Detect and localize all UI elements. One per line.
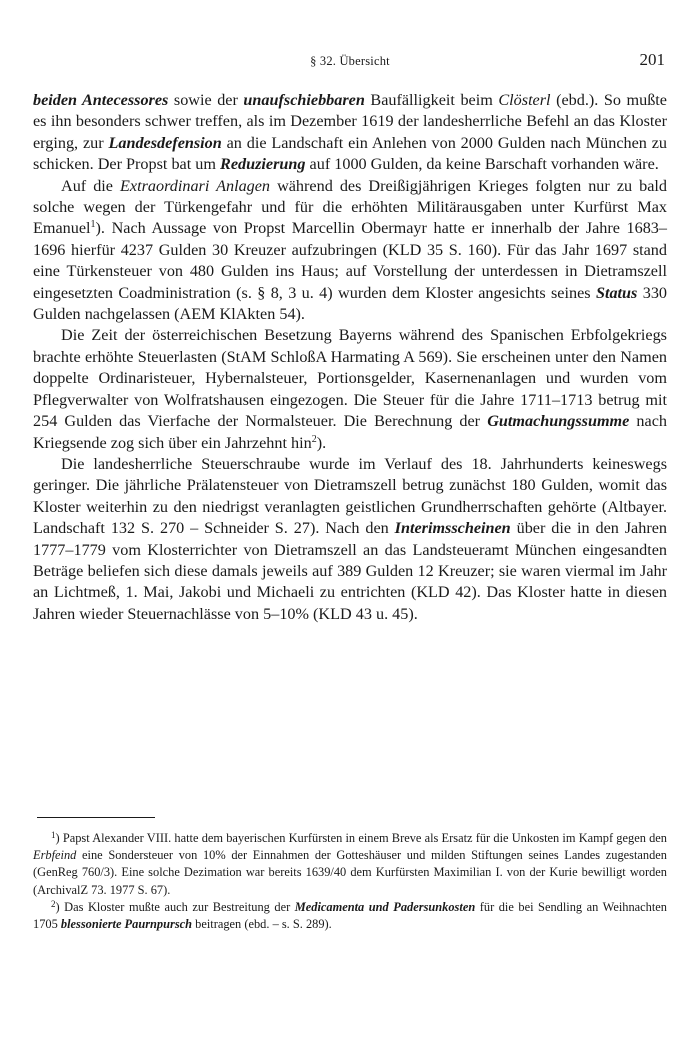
text-run: über die in den Jahren 1777–1779 vom Klosterrichter von Dietramszell an das Landsteueramt München eingesandten Beträge beliefen sich diese damals jeweils auf 389 Gulden 12 Kreuzer; sie waren viermal im Jahr an Lichtmeß, 1. Mai, Jakobi und Michaeli zu entrichten (KLD 42). Das Kloster hatte in diesen Jahren wieder Steuernachlässe von 5–10% (KLD 43 u. 45). bbox=[33, 519, 668, 623]
text-run: während des Dreißigjährigen Krieges folgten nur zu bald solche wegen der Türkengefahr und für die erhöhten Militärausgaben unter Kurfürst Max Emanuel bbox=[33, 176, 667, 238]
text-run: (ebd.). So mußte es ihn besonders schwer treffen, als im Dezember 1619 der landesherrliche Befehl an das Kloster erging, zur bbox=[33, 91, 667, 152]
emphasis-term: Status bbox=[595, 283, 638, 302]
footnote-divider bbox=[37, 817, 155, 818]
paragraph-2 bbox=[33, 176, 667, 326]
emphasis-term: Landesdefension bbox=[108, 133, 222, 152]
emphasis-term: blessonierte Paurnpursch bbox=[60, 917, 193, 932]
emphasis-term: Erbfeind bbox=[33, 848, 77, 863]
footnote-mark: 1 bbox=[51, 830, 56, 840]
emphasis-term: Reduzierung bbox=[220, 155, 306, 174]
text-run: auf 1000 Gulden, da keine Barschaft vorhanden wäre. bbox=[305, 155, 659, 174]
emphasis-term: Medicamenta und Padersunkosten bbox=[294, 899, 476, 914]
text-run: an die Landschaft ein Anlehen von 2000 Gulden nach München zu schicken. Der Propst bat um bbox=[33, 133, 667, 174]
footnote-ref-2[interactable]: 2 bbox=[311, 433, 317, 445]
text-run: Auf die bbox=[61, 176, 121, 195]
text-run: Die landesherrliche Steuerschraube wurde im Verlauf des 18. Jahrhunderts keineswegs geringer. Die jährliche Prälatensteuer von Dietramszell betrug zunächst 180 Gulden, womit das Kloster weiterhin zu den niedrigst veranlagten geistlichen Grundherrschaften gehörte (Altbayer. Landschaft 132 S. 270 – Schneider S. 27). Nach den bbox=[33, 454, 667, 538]
text-run: für die bei Sendling an Weihnachten 1705 bbox=[33, 899, 668, 932]
text-run: Die Zeit der österreichischen Besetzung Bayerns während des Spanischen Erbfolgekriegs brachte erhöhte Steuerlasten (StAM SchloßA Harmating A 569). Sie erscheinen unter den Namen doppelte Ordinaristeuer, Hybernalsteuer, Portionsgelder, Kasernenanlagen und wurden vom Pflegverwalter von Wolfratshausen eingezogen. Die Steuer für die Jahre 1711–1713 betrug mit 254 Gulden das Vierfache der Normalsteuer. Die Berechnung der bbox=[33, 326, 667, 431]
emphasis-term: Interimsscheinen bbox=[394, 519, 511, 538]
emphasis-term: Gutmachungssumme bbox=[487, 412, 630, 431]
page-number: 201 bbox=[639, 50, 665, 69]
footnote-ref-1[interactable]: 1 bbox=[90, 219, 96, 231]
text-run: sowie der bbox=[168, 91, 244, 109]
text-run: Baufälligkeit beim bbox=[364, 91, 499, 109]
main-text bbox=[33, 90, 667, 625]
text-run: ). bbox=[316, 433, 327, 452]
running-head: § 32. Übersicht bbox=[310, 54, 390, 68]
footnote-mark: 2 bbox=[51, 898, 56, 909]
paragraph-1 bbox=[33, 90, 667, 176]
book-page bbox=[33, 0, 667, 1052]
text-run: nach Kriegsende zog sich über ein Jahrzehnt hin bbox=[33, 412, 667, 452]
text-run: beitragen (ebd. – s. S. 289). bbox=[192, 917, 332, 932]
footnotes bbox=[33, 830, 667, 933]
text-run: ) Das Kloster mußte auch zur Bestreitung der bbox=[55, 899, 295, 914]
text-run: ). Nach Aussage von Propst Marcellin Obermayr hatte er innerhalb der Jahre 1683–1696 hierfür 4237 Gulden 30 Kreuzer aufzubringen (KLD 35 S. 160). Für das Jahr 1697 stand eine Türkensteuer von 480 Gulden ins Haus; auf Vorstellung der unterdessen in Dietramszell eingesetzten Coadministration (s. § 8, 3 u. 4) wurden dem Kloster angesichts seines bbox=[33, 219, 667, 302]
text-run: ) Papst Alexander VIII. hatte dem bayerischen Kurfürsten in einem Breve als Ersatz für die Unkosten im Kampf gegen den bbox=[55, 831, 667, 845]
emphasis-term: Clösterl bbox=[498, 91, 551, 109]
paragraph-3 bbox=[33, 325, 667, 453]
footnote-1 bbox=[33, 830, 667, 899]
emphasis-term: beiden Antecessores bbox=[33, 91, 169, 109]
text-run: 330 Gulden nachgelassen (AEM KlAkten 54). bbox=[33, 283, 668, 324]
footnote-2 bbox=[33, 899, 667, 933]
emphasis-term: Extraordinari Anlagen bbox=[120, 176, 271, 195]
emphasis-term: unaufschiebbaren bbox=[243, 91, 365, 109]
page-header bbox=[33, 50, 667, 74]
text-run: eine Sondersteuer von 10% der Einnahmen der Gotteshäuser und milden Stiftungen seines Landes zugestanden (GenReg 760/3). Eine solche Dezimation war bereits 1639/40 dem Kurfürsten Maximilian I. von der Kurie bewilligt worden (ArchivalZ 73. 1977 S. 67). bbox=[33, 848, 667, 897]
paragraph-4 bbox=[33, 454, 667, 625]
